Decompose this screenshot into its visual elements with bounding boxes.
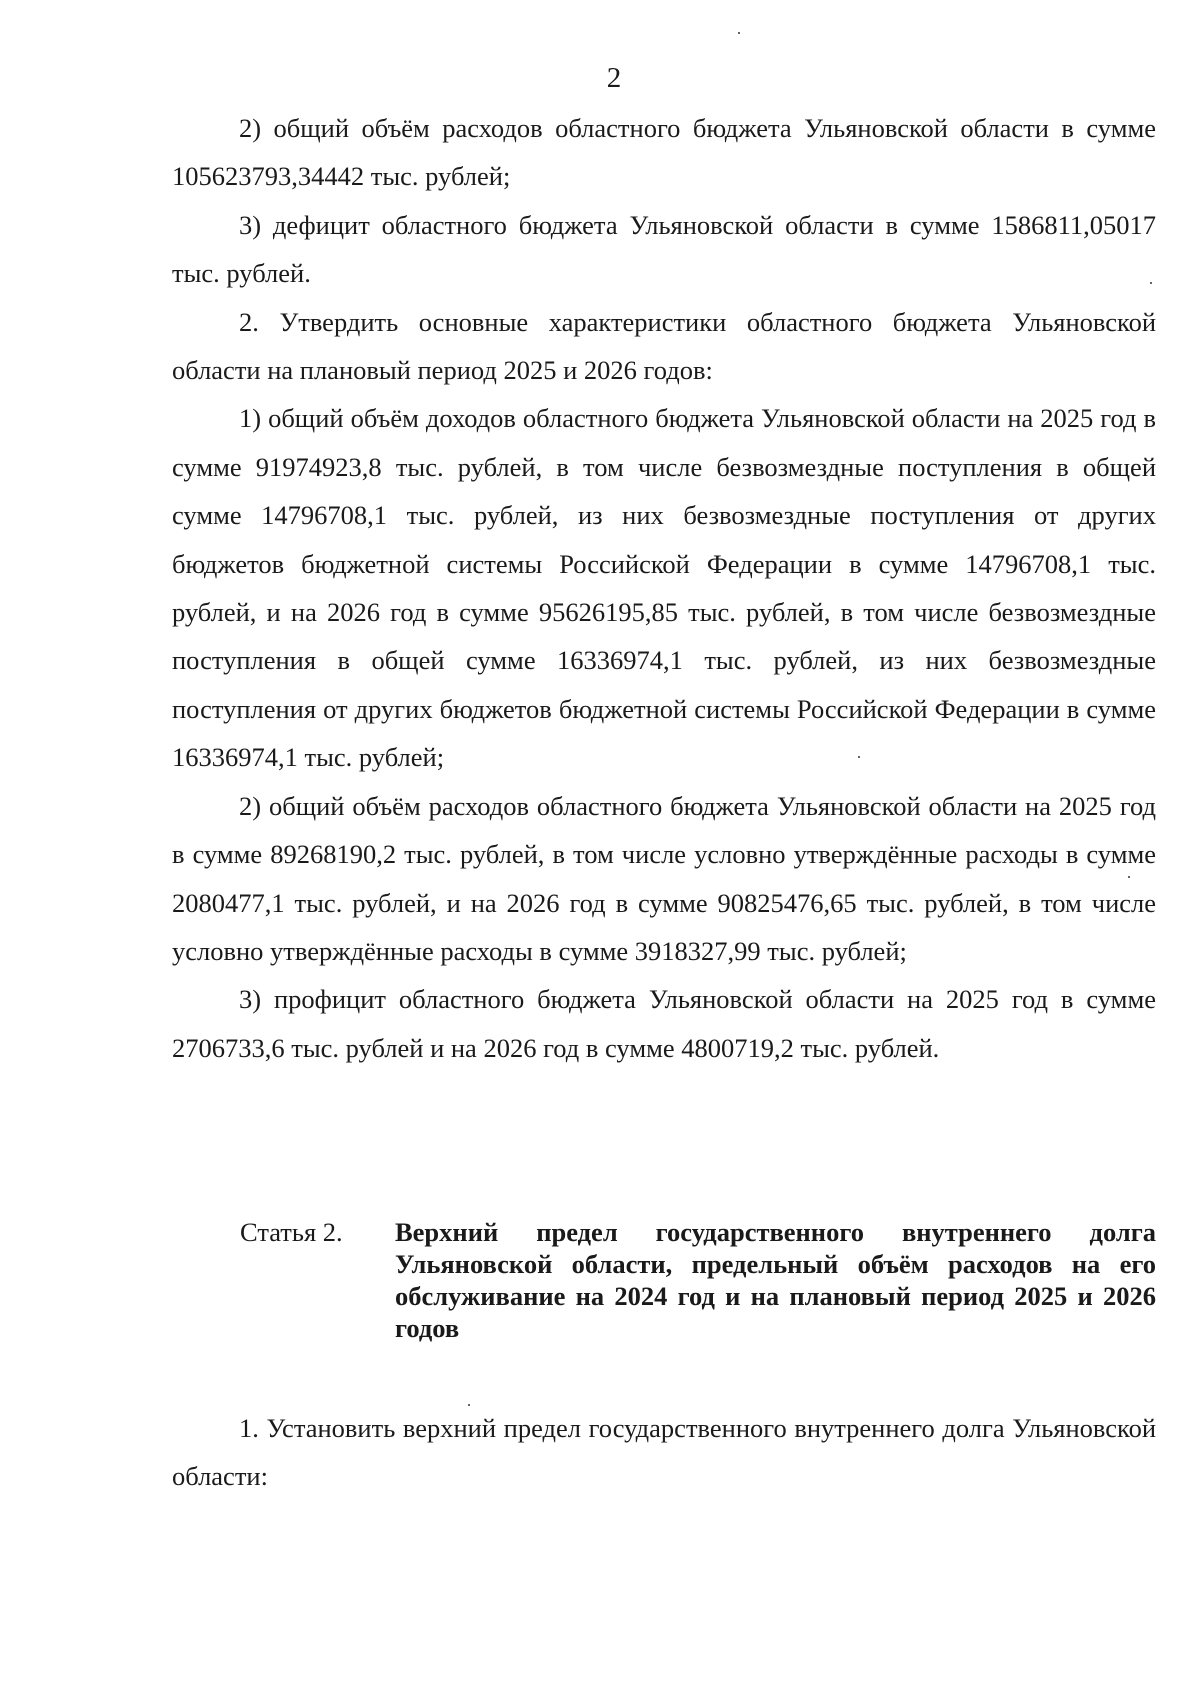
paragraph-planned-surplus: 3) профицит областного бюджета Ульяновской области на 2025 год в сумме 2706733,6 тыс. рублей и на 2026 год в сумме 4800719,2 тыс. рублей. — [172, 984, 1156, 1063]
paragraph-debt-limit: 1. Установить верхний предел государственного внутреннего долга Ульяновской области: — [172, 1413, 1156, 1492]
article-label: Статья 2. — [240, 1217, 343, 1247]
paragraph-planned-expenses: 2) общий объём расходов областного бюджета Ульяновской области на 2025 год в сумме 89268190,2 тыс. рублей, в том числе условно утверждённые расходы в сумме 2080477,1 тыс. рублей, и на 2026 год в сумме 90825476,65 тыс. рублей, в том числе условно утверждённые расходы в сумме 3918327,99 тыс. рублей; — [172, 790, 1156, 966]
scan-speck — [738, 32, 740, 34]
scan-speck — [468, 1404, 470, 1406]
article-body — [172, 1404, 1156, 1501]
paragraph-planned-period-intro: 2. Утвердить основные характеристики областного бюджета Ульяновской области на плановый период 2025 и 2026 годов: — [172, 306, 1156, 386]
article-title: Верхний предел государственного внутреннего долга Ульяновской области, предельный объём расходов на его обслуживание на 2024 год и на плановый период 2025 и 2026 годов — [395, 1217, 1156, 1343]
document-body — [172, 104, 1156, 1072]
paragraph-expenses-total: 2) общий объём расходов областного бюджета Ульяновской области в сумме 105623793,34442 тыс. рублей; — [172, 113, 1156, 192]
scan-speck — [1150, 282, 1152, 284]
scan-speck — [858, 756, 860, 758]
scan-speck — [1128, 876, 1130, 878]
article-heading — [240, 1216, 1156, 1344]
paragraph-planned-revenues: 1) общий объём доходов областного бюджета Ульяновской области на 2025 год в сумме 91974923,8 тыс. рублей, в том числе безвозмездные поступления в общей сумме 14796708,1 тыс. рублей, из них безвозмездные поступления от других бюджетов бюджетной системы Российской Федерации в сумме 14796708,1 тыс. рублей, и на 2026 год в сумме 95626195,85 тыс. рублей, в том числе безвозмездные поступления в общей сумме 16336974,1 тыс. рублей, из них безвозмездные поступления от других бюджетов бюджетной системы Российской Федерации в сумме 16336974,1 тыс. рублей; — [172, 403, 1156, 773]
page-number: 2 — [606, 62, 622, 94]
paragraph-deficit: 3) дефицит областного бюджета Ульяновской области в сумме 1586811,05017 тыс. рублей. — [172, 209, 1156, 289]
